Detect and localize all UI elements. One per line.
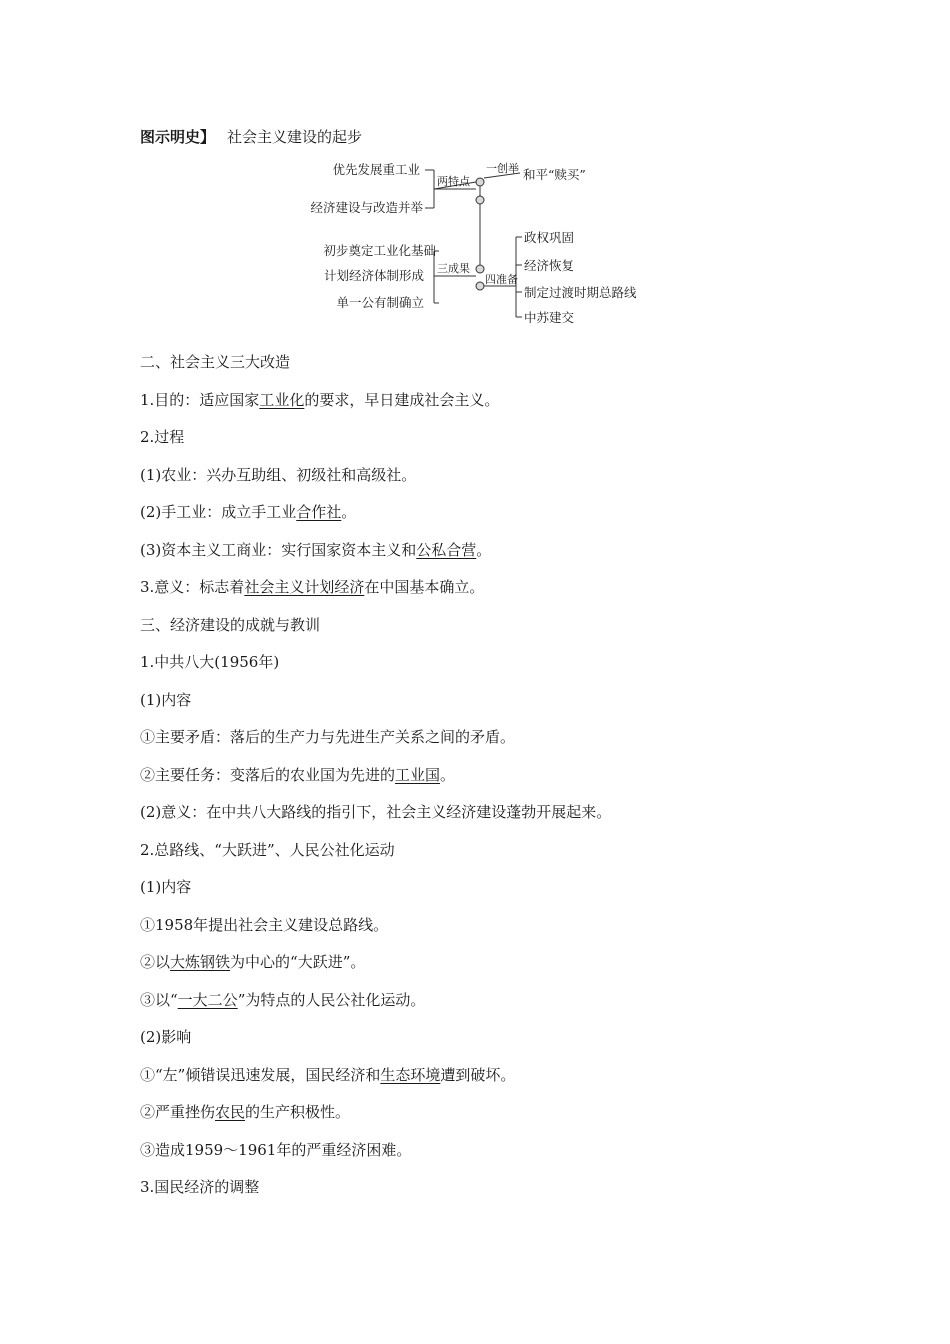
diagram-right-item: 中苏建交 xyxy=(524,310,575,325)
text-segment: ②严重挫伤 xyxy=(140,1103,216,1121)
text-line xyxy=(140,500,840,538)
text-segment: 1.中共八大(1956年) xyxy=(140,653,280,671)
one-initiative-label: 一创举 xyxy=(486,162,519,175)
diagram-right-item: 制定过渡时期总路线 xyxy=(524,285,637,300)
heading-label: 图示明史】 xyxy=(140,128,216,146)
diagram-right-item: 政权巩固 xyxy=(524,230,575,245)
underlined-answer: 一大二公 xyxy=(177,990,238,1009)
text-segment: (3)资本主义工商业：实行国家资本主义和 xyxy=(140,540,417,559)
diagram-left-item: 计划经济体制形成 xyxy=(323,268,424,283)
text-line xyxy=(140,725,840,763)
text-line xyxy=(140,838,840,876)
text-segment: ①“左”倾错误迅速发展，国民经济和 xyxy=(140,1065,381,1084)
text-line xyxy=(140,913,840,951)
text-segment: ②以 xyxy=(140,953,171,971)
heading-title: 社会主义建设的起步 xyxy=(227,128,363,146)
text-segment: ①主要矛盾：落后的生产力与先进生产关系之间的矛盾。 xyxy=(140,728,516,746)
text-segment: 二、社会主义三大改造 xyxy=(140,353,291,371)
diagram-left-item: 单一公有制确立 xyxy=(336,295,424,310)
text-segment: (2)手工业：成立手工业 xyxy=(140,503,297,521)
four-preparations-label: 四准备 xyxy=(485,273,518,286)
text-segment: 的要求，早日建成社会主义。 xyxy=(304,390,500,409)
text-line xyxy=(140,763,840,801)
diagram-connectors xyxy=(425,170,522,317)
text-segment: 1.目的：适应国家 xyxy=(140,390,260,409)
text-segment: 在中国基本确立。 xyxy=(364,578,485,596)
text-line xyxy=(140,950,840,988)
text-line xyxy=(140,350,840,388)
text-segment: 2.总路线、“大跃进”、人民公社化运动 xyxy=(140,840,395,859)
diagram-left-item: 优先发展重工业 xyxy=(332,162,420,177)
three-results-label: 三成果 xyxy=(437,262,470,275)
text-segment: (1)农业：兴办互助组、初级社和高级社。 xyxy=(140,465,417,484)
two-features-label: 两特点 xyxy=(437,175,470,188)
text-segment: ③造成1959～1961年的严重经济困难。 xyxy=(140,1140,412,1159)
text-line xyxy=(140,425,840,463)
text-segment: (1)内容 xyxy=(140,878,192,896)
text-segment: 。 xyxy=(476,540,492,559)
underlined-answer: 社会主义计划经济 xyxy=(244,578,365,596)
text-segment: ②主要任务：变落后的农业国为先进的 xyxy=(140,765,396,784)
underlined-answer: 生态环境 xyxy=(380,1065,441,1084)
text-line xyxy=(140,613,840,651)
text-segment: ①1958年提出社会主义建设总路线。 xyxy=(140,915,389,934)
text-line xyxy=(140,875,840,913)
diagram-right-item: 经济恢复 xyxy=(524,258,575,273)
text-segment: (2)意义：在中共八大路线的指引下，社会主义经济建设蓬勃开展起来。 xyxy=(140,803,612,821)
text-line xyxy=(140,538,840,576)
diagram-left-item: 经济建设与改造并举 xyxy=(310,200,423,215)
text-line xyxy=(140,988,840,1026)
text-segment: 2.过程 xyxy=(140,428,185,446)
text-line xyxy=(140,1175,840,1213)
text-segment: (2)影响 xyxy=(140,1028,192,1046)
text-line xyxy=(140,575,840,613)
diagram-left-item: 初步奠定工业化基础 xyxy=(323,243,436,258)
text-segment: 遭到破坏。 xyxy=(440,1065,516,1084)
text-line xyxy=(140,650,840,688)
text-line xyxy=(140,388,840,426)
underlined-answer: 合作社 xyxy=(296,503,342,521)
underlined-answer: 工业化 xyxy=(259,390,305,409)
text-segment: 3.国民经济的调整 xyxy=(140,1178,260,1196)
text-line xyxy=(140,800,840,838)
underlined-answer: 公私合营 xyxy=(416,540,477,559)
peaceful-buyout-label: 和平“赎买” xyxy=(523,167,586,182)
text-segment: (1)内容 xyxy=(140,690,192,709)
underlined-answer: 农民 xyxy=(215,1103,246,1121)
concept-diagram xyxy=(300,155,660,335)
text-line xyxy=(140,1100,840,1138)
document-body xyxy=(140,350,840,1213)
underlined-answer: 工业国 xyxy=(395,765,441,784)
text-line xyxy=(140,1063,840,1101)
text-segment: 的生产积极性。 xyxy=(245,1103,351,1121)
text-segment: 。 xyxy=(440,765,456,784)
section-heading xyxy=(140,126,362,148)
text-line xyxy=(140,1025,840,1063)
text-segment: 3.意义：标志着 xyxy=(140,578,245,596)
text-segment: ③以“ xyxy=(140,990,178,1009)
text-line xyxy=(140,1138,840,1176)
text-line xyxy=(140,463,840,501)
underlined-answer: 大炼钢铁 xyxy=(170,953,231,971)
text-line xyxy=(140,688,840,726)
text-segment: ”为特点的人民公社化运动。 xyxy=(237,990,426,1009)
text-segment: 三、经济建设的成就与教训 xyxy=(140,615,321,634)
text-segment: 为中心的“大跃进”。 xyxy=(230,953,366,971)
text-segment: 。 xyxy=(341,503,357,521)
